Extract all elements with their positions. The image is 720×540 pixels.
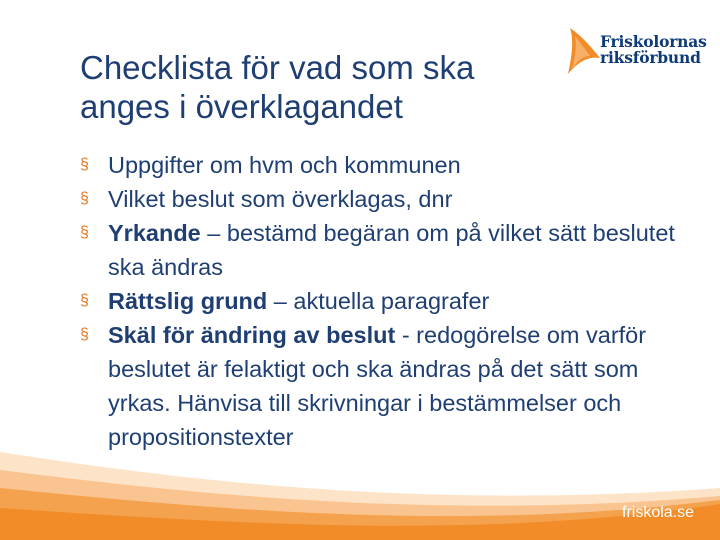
- bullet-bold-text: Rättslig grund: [108, 288, 268, 314]
- bullet-bold-text: Yrkande: [108, 220, 201, 246]
- logo-line-2: riksförbund: [600, 48, 701, 67]
- bullet-item: [80, 216, 690, 284]
- bullet-bold-text: Skäl för ändring av beslut: [108, 322, 396, 348]
- section-sign-icon: §: [80, 190, 89, 207]
- bullet-text: Vilket beslut som överklagas, dnr: [108, 186, 453, 212]
- section-sign-icon: §: [80, 224, 89, 241]
- title-line-2: anges i överklagandet: [80, 88, 403, 125]
- bullet-item: [80, 148, 690, 182]
- section-sign-icon: §: [80, 156, 89, 173]
- footer-url: friskola.se: [622, 504, 695, 521]
- friskolornas-logo: [566, 26, 706, 76]
- bullet-item: [80, 284, 690, 318]
- logo-text: [600, 34, 707, 66]
- title-line-1: Checklista för vad som ska: [80, 49, 475, 86]
- sail-icon: [566, 26, 602, 76]
- section-sign-icon: §: [80, 292, 89, 309]
- bullet-item: [80, 182, 690, 216]
- bullet-text: – aktuella paragrafer: [267, 288, 490, 314]
- section-sign-icon: §: [80, 326, 89, 343]
- footer-swoosh: [0, 400, 720, 540]
- logo-line-1: Friskolornas: [600, 32, 707, 51]
- bullet-text: - redogörelse om varför beslutet är felaktigt och ska ändras på det sätt som yrkas. Hänvisa till skrivningar i bestämmelser och propositionstexter: [108, 322, 647, 450]
- slide-title: [80, 48, 550, 126]
- bullet-text: Uppgifter om hvm och kommunen: [108, 152, 461, 178]
- bullet-text: – bestämd begäran om på vilket sätt beslutet ska ändras: [108, 220, 675, 280]
